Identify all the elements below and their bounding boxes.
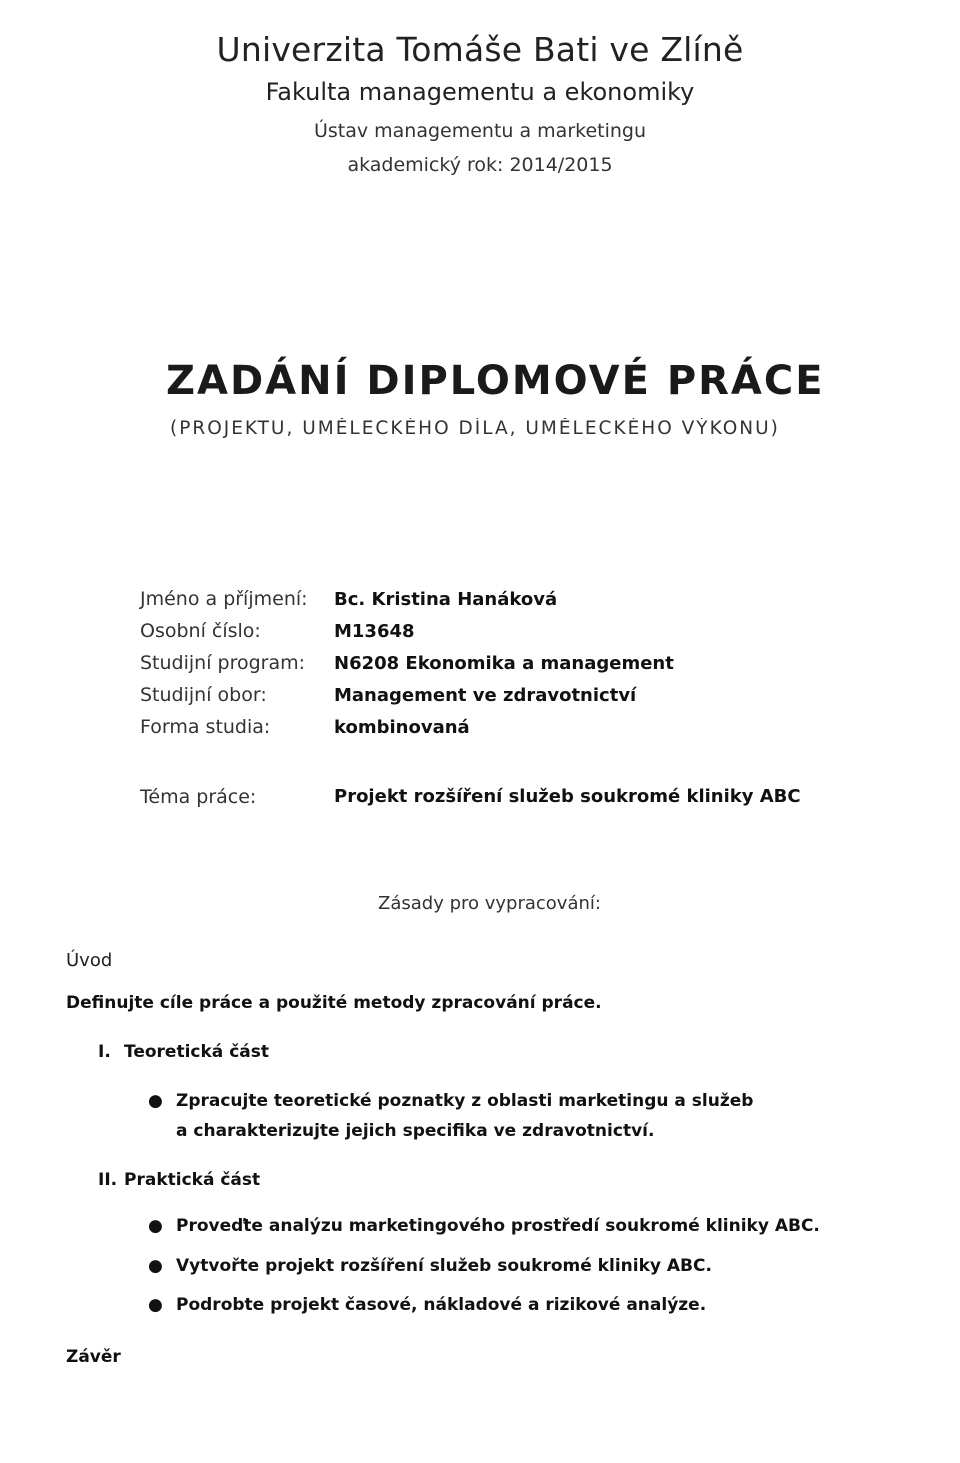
intro-heading: Úvod	[66, 950, 113, 971]
info-label-personal-number: Osobní číslo:	[140, 620, 261, 642]
list-item-continuation: a charakterizujte jejich specifika ve zdravotnictví.	[176, 1121, 655, 1141]
bullet-icon: ●	[148, 1216, 163, 1236]
institute-name: Ústav managementu a marketingu	[313, 120, 647, 142]
section-practical	[98, 1170, 260, 1190]
info-label-study-program: Studijní program:	[140, 652, 306, 674]
principles-heading: Zásady pro vypracování:	[378, 893, 601, 914]
faculty-name: Fakulta managementu a ekonomiky	[265, 78, 695, 106]
topic-value: Projekt rozšíření služeb soukromé kliniky ABC	[334, 786, 801, 807]
list-item	[148, 1295, 706, 1315]
topic-label: Téma práce:	[140, 786, 257, 808]
list-item	[148, 1256, 712, 1276]
info-label-study-field: Studijní obor:	[140, 684, 267, 706]
section-title: Praktická část	[124, 1170, 261, 1190]
info-label-name: Jméno a příjmení:	[140, 588, 308, 610]
bullet-icon: ●	[148, 1256, 163, 1276]
section-number: II.	[98, 1170, 118, 1190]
info-value-study-field: Management ve zdravotnictví	[334, 685, 637, 706]
academic-year: akademický rok: 2014/2015	[347, 154, 613, 176]
university-name: Univerzita Tomáše Bati ve Zlíně	[216, 30, 744, 69]
list-item-text: Zpracujte teoretické poznatky z oblasti marketingu a služeb	[176, 1091, 754, 1111]
info-label-study-form: Forma studia:	[140, 716, 271, 738]
bullet-icon: ●	[148, 1091, 163, 1111]
info-value-study-program: N6208 Ekonomika a management	[334, 653, 674, 674]
list-item-text: Vytvořte projekt rozšíření služeb soukromé kliniky ABC.	[176, 1256, 712, 1276]
intro-text: Definujte cíle práce a použité metody zpracování práce.	[66, 993, 602, 1013]
document-subtitle: (PROJEKTU, UMĚLECKÉHO DÍLA, UMĚLECKÉHO VÝKONU)	[170, 418, 780, 439]
section-number: I.	[98, 1042, 111, 1062]
section-title: Teoretická část	[124, 1042, 269, 1062]
list-item	[148, 1216, 820, 1236]
conclusion-heading: Závěr	[66, 1347, 121, 1367]
info-value-name: Bc. Kristina Hanáková	[334, 589, 558, 610]
list-item-text: Proveďte analýzu marketingového prostředí soukromé kliniky ABC.	[176, 1216, 820, 1236]
list-item-text: Podrobte projekt časové, nákladové a rizikové analýze.	[176, 1295, 707, 1315]
list-item	[148, 1091, 753, 1111]
bullet-icon: ●	[148, 1295, 163, 1315]
section-theoretical	[98, 1042, 269, 1062]
info-value-personal-number: M13648	[334, 621, 415, 642]
info-value-study-form: kombinovaná	[334, 717, 470, 738]
document-title: ZADÁNÍ DIPLOMOVÉ PRÁCE	[166, 358, 825, 404]
